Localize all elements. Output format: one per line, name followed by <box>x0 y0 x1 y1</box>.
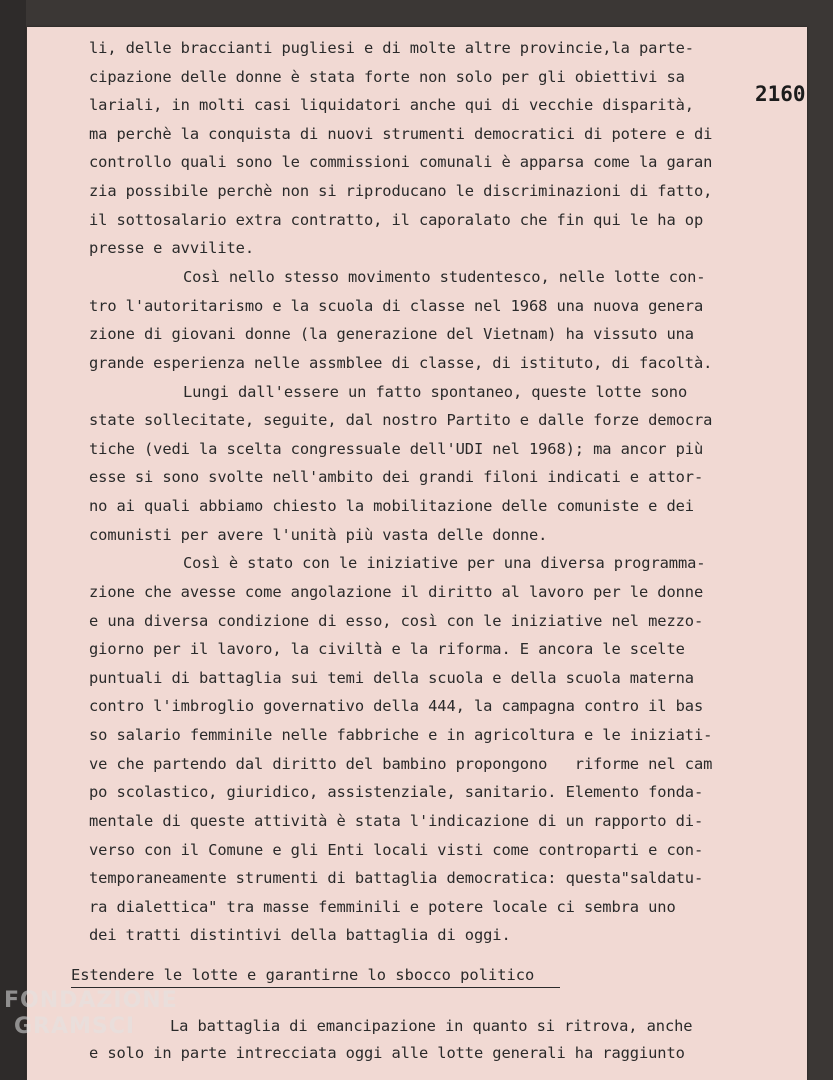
text-line: po scolastico, giuridico, assistenziale, sanitario. Elemento fonda- <box>89 783 704 801</box>
text-line: controllo quali sono le commissioni comunali è apparsa come la garan <box>89 153 713 171</box>
scanner-background <box>0 0 26 1080</box>
text-line: so salario femminile nelle fabbriche e in agricoltura e le iniziati- <box>89 726 713 744</box>
text-line: presse e avvilite. <box>89 239 254 257</box>
text-line: giorno per il lavoro, la civiltà e la riforma. E ancora le scelte <box>89 640 685 658</box>
text-line: comunisti per avere l'unità più vasta delle donne. <box>89 526 548 544</box>
paragraph-start-line: Così nello stesso movimento studentesco, nelle lotte con- <box>183 268 706 286</box>
text-line: contro l'imbroglio governativo della 444, la campagna contro il bas <box>89 697 704 715</box>
text-line: ve che partendo dal diritto del bambino propongono riforme nel cam <box>89 755 713 773</box>
text-line: state sollecitate, seguite, dal nostro Partito e dalle forze democra <box>89 411 713 429</box>
text-line: verso con il Comune e gli Enti locali visti come controparti e con- <box>89 841 704 859</box>
archive-watermark-logo <box>4 988 178 1040</box>
text-line: ra dialettica" tra masse femminili e potere locale ci sembra uno <box>89 898 676 916</box>
watermark-line-2: GRAMSCI <box>14 1014 136 1039</box>
text-line: tiche (vedi la scelta congressuale dell'UDI nel 1968); ma ancor più <box>89 440 704 458</box>
text-line: zione di giovani donne (la generazione del Vietnam) ha vissuto una <box>89 325 694 343</box>
section-heading: Estendere le lotte e garantirne lo sbocco politico <box>71 966 535 984</box>
paragraph-start-line: Lungi dall'essere un fatto spontaneo, queste lotte sono <box>183 383 688 401</box>
paragraph-start-line: Così è stato con le iniziative per una diversa programma- <box>183 554 706 572</box>
text-line: zione che avesse come angolazione il diritto al lavoro per le donne <box>89 583 704 601</box>
text-line: no ai quali abbiamo chiesto la mobilitazione delle comuniste e dei <box>89 497 694 515</box>
text-line: grande esperienza nelle assmblee di classe, di istituto, di facoltà. <box>89 354 713 372</box>
text-line: tro l'autoritarismo e la scuola di classe nel 1968 una nuova genera <box>89 297 704 315</box>
text-line: temporaneamente strumenti di battaglia democratica: questa"saldatu- <box>89 869 704 887</box>
paragraph-start-line: La battaglia di emancipazione in quanto si ritrova, anche <box>170 1017 693 1035</box>
text-line: il sottosalario extra contratto, il caporalato che fin qui le ha op <box>89 211 704 229</box>
text-line: zia possibile perchè non si riproducano le discriminazioni di fatto, <box>89 182 713 200</box>
text-line: lariali, in molti casi liquidatori anche qui di vecchie disparità, <box>89 96 694 114</box>
text-line: ma perchè la conquista di nuovi strumenti democratici di potere e di <box>89 125 713 143</box>
text-line: dei tratti distintivi della battaglia di oggi. <box>89 926 511 944</box>
text-line: esse si sono svolte nell'ambito dei grandi filoni indicati e attor- <box>89 468 704 486</box>
text-line: e una diversa condizione di esso, così con le iniziative nel mezzo- <box>89 612 704 630</box>
text-line: puntuali di battaglia sui temi della scuola e della scuola materna <box>89 669 694 687</box>
watermark-line-1: FONDAZIONE <box>4 988 178 1013</box>
page-number: 2160 <box>755 82 806 106</box>
text-line: mentale di queste attività è stata l'indicazione di un rapporto di- <box>89 812 704 830</box>
text-line: cipazione delle donne è stata forte non solo per gli obiettivi sa <box>89 68 685 86</box>
text-line: li, delle braccianti pugliesi e di molte altre provincie,la parte- <box>89 39 694 57</box>
text-line: e solo in parte intrecciata oggi alle lotte generali ha raggiunto <box>89 1044 685 1062</box>
document-page <box>27 27 807 1080</box>
